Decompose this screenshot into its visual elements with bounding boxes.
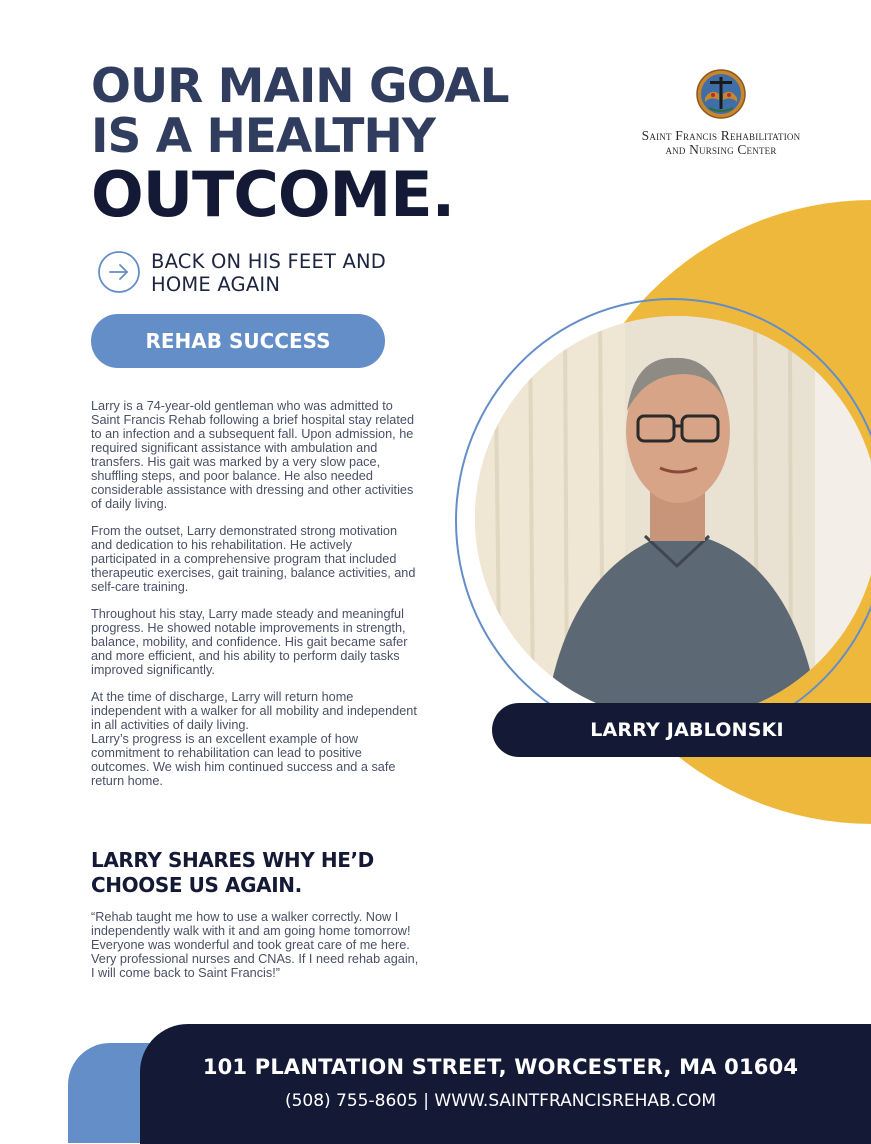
story-paragraph-2: From the outset, Larry demonstrated strong motivation and dedication to his rehabilitation. He actively participated in a comprehensive program that included therapeutic exercises, gait training, balance activities, and self-care training. [91, 524, 416, 594]
subtitle-line-1: BACK ON HIS FEET AND [151, 250, 387, 273]
story-paragraph-3: Throughout his stay, Larry made steady and meaningful progress. He showed notable improvements in strength, balance, mobility, and confidence. His gait became safer and more efficient, and his ability to perform daily tasks improved significantly. [91, 607, 408, 677]
patient-name: LARRY JABLONSKI [590, 719, 784, 741]
rehab-success-badge: REHAB SUCCESS [91, 314, 385, 368]
saint-francis-emblem-icon [695, 68, 747, 120]
shares-heading [91, 848, 431, 898]
subtitle [151, 250, 386, 296]
headline-line-3: OUTCOME. [91, 158, 455, 231]
patient-photo [475, 316, 871, 720]
headline-line-2: IS A HEALTHY [91, 109, 435, 164]
headline-line-1: OUR MAIN GOAL [91, 59, 509, 114]
arrow-right-icon [98, 251, 140, 293]
logo-text-line-2: and Nursing Center [665, 142, 777, 157]
footer [140, 1024, 871, 1144]
logo [624, 68, 818, 157]
story-paragraph-4: At the time of discharge, Larry will return home independent with a walker for all mobility and independent in all activities of daily living. Larry’s progress is an excellent example of how commitment to rehabilitation can lead to positive outcomes. We wish him continued success and a safe return home. [91, 690, 417, 788]
logo-text-line-1: Saint Francis Rehabilitation [641, 128, 801, 143]
story-paragraph-1: Larry is a 74-year-old gentleman who was admitted to Saint Francis Rehab following a brief hospital stay related to an infection and a subsequent fall. Upon admission, he required significant assistance with ambulation and transfers. His gait was marked by a very slow pace, shuffling steps, and poor balance. He also needed considerable assistance with dressing and other activities of daily living. [91, 399, 414, 511]
shares-heading-line-1: LARRY SHARES WHY HE’D [91, 848, 374, 872]
story-body [91, 399, 421, 801]
testimonial-quote: “Rehab taught me how to use a walker correctly. Now I independently walk with it and am going home tomorrow! Everyone was wonderful and took great care of me here. Very professional nurses and CNAs. If I need rehab again, I will come back to Saint Francis!” [91, 910, 419, 980]
footer-address: 101 PLANTATION STREET, WORCESTER, MA 01604 [202, 1055, 799, 1079]
headline [91, 59, 509, 231]
subtitle-line-2: HOME AGAIN [151, 273, 281, 296]
shares-heading-line-2: CHOOSE US AGAIN. [91, 873, 302, 897]
footer-contact[interactable]: (508) 755-8605 | WWW.SAINTFRANCISREHAB.COM [284, 1091, 717, 1111]
patient-name-banner [492, 703, 871, 757]
